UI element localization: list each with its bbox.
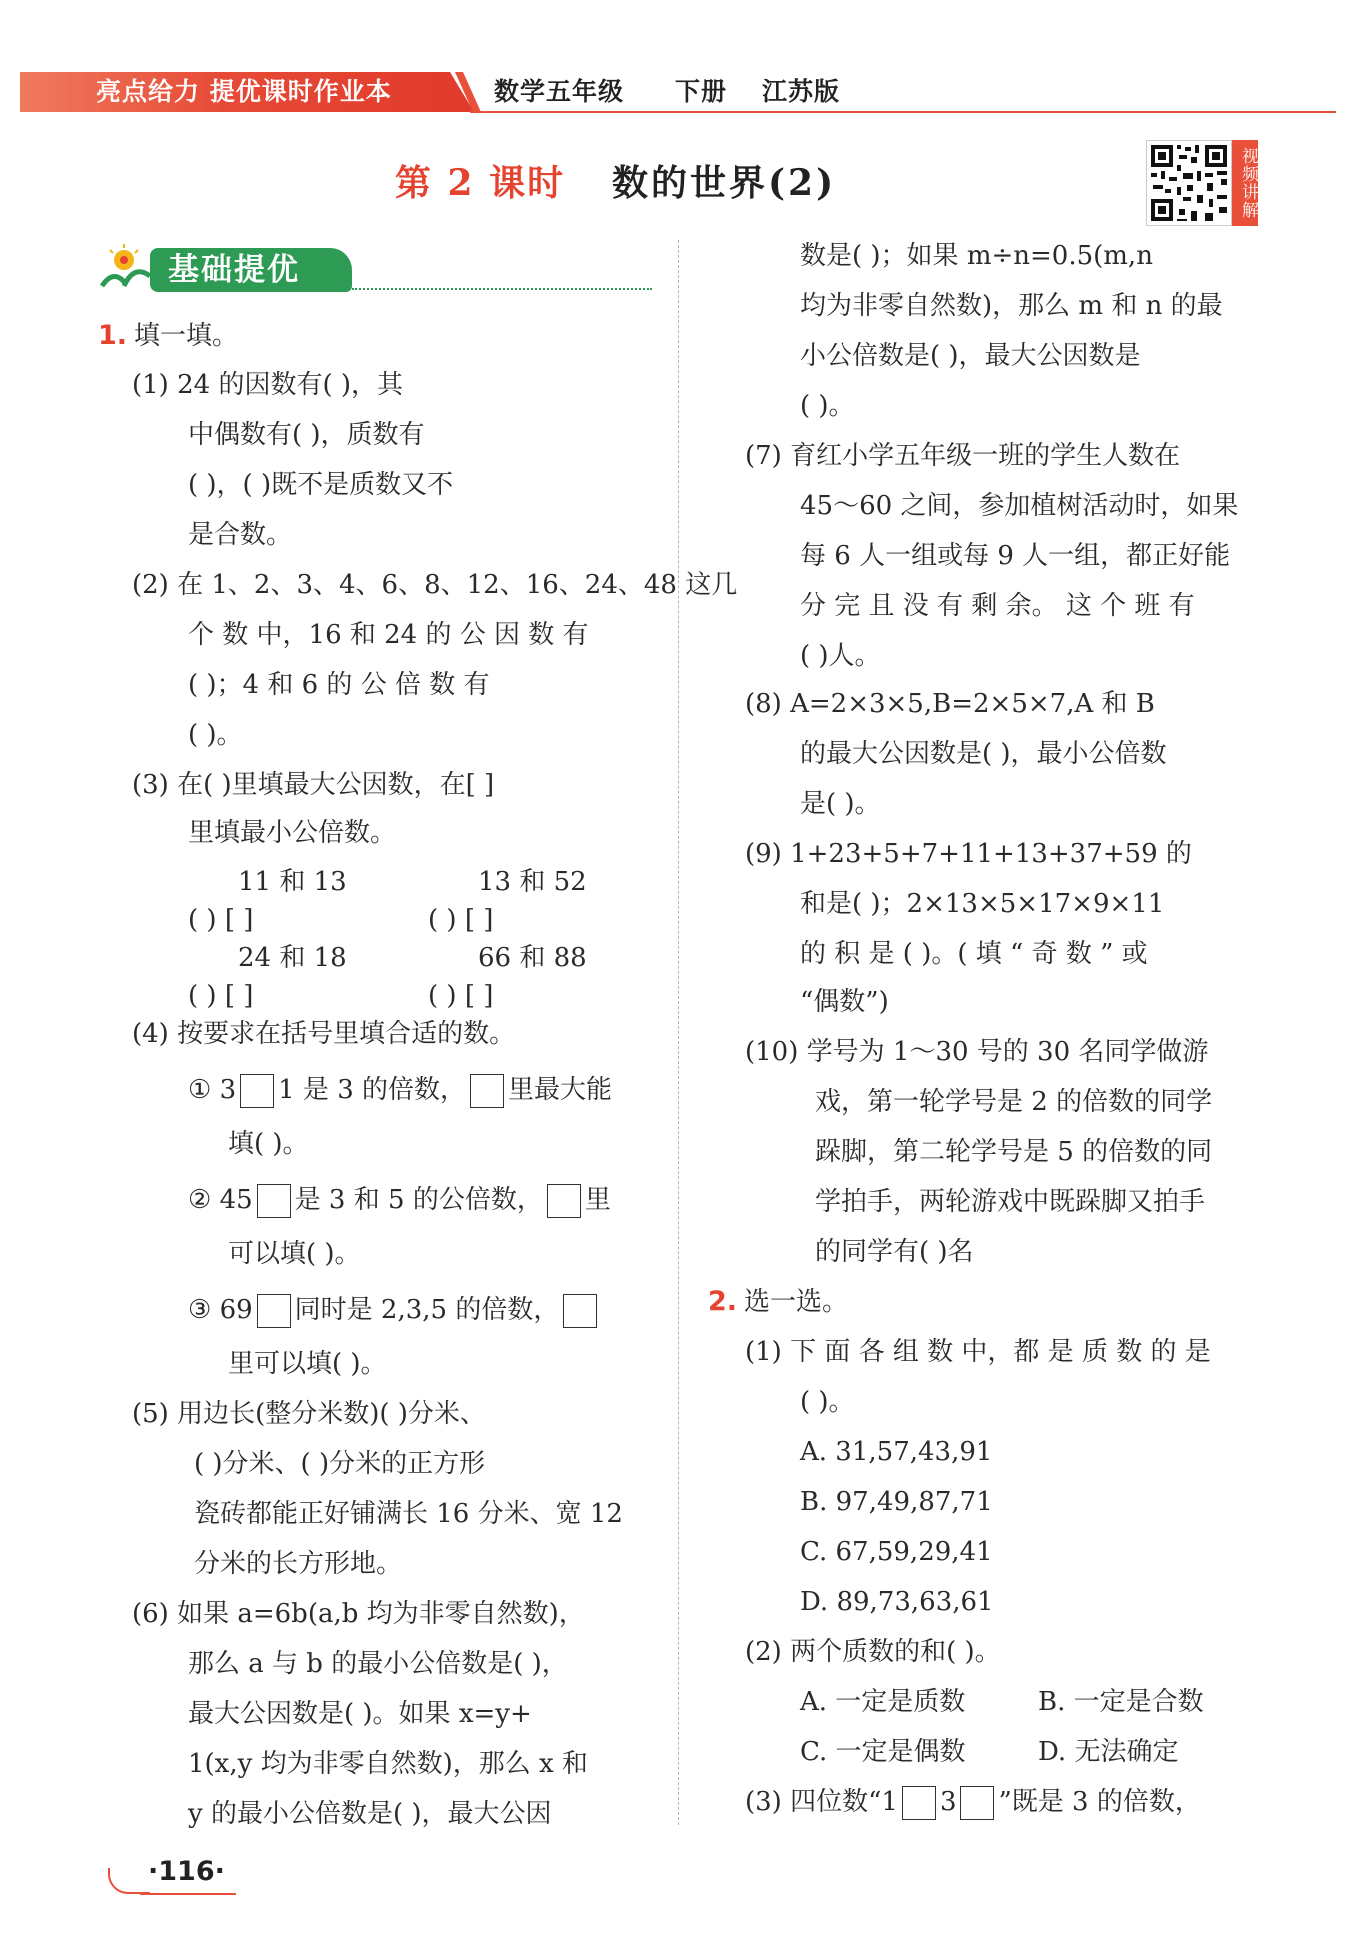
q1-10-line-1: (10) 学号为 1～30 号的 30 名同学做游 [745,1037,1209,1067]
q1-4-2-prefix: ② 45 [188,1185,253,1215]
q1-4-title: (4) 按要求在括号里填合适的数。 [132,1019,516,1049]
q1-5-line-2: ( )分米、( )分米的正方形 [194,1449,486,1479]
q2-1-line-1: (1) 下 面 各 组 数 中，都 是 质 数 的 是 [745,1337,1211,1367]
q1-5-line-4: 分米的长方形地。 [194,1549,403,1579]
volume-label: 下册 [675,77,728,106]
q1-6-line-4: 1(x,y 均为非零自然数)，那么 x 和 [188,1749,588,1779]
q1-2-line-4: ( )。 [188,720,243,750]
q1-4-1-line-1 [188,1072,612,1108]
q2-1-option-a[interactable]: A. 31,57,43,91 [800,1437,993,1467]
q2-3-line-1 [745,1784,1201,1820]
q1-2-line-3: ( )；4 和 6 的 公 倍 数 有 [188,670,490,700]
q1-3-line-2: 里填最小公倍数。 [188,818,397,848]
q1-9-line-4: “偶数”) [800,987,889,1017]
series-title: 亮点给力 提优课时作业本 [96,77,392,106]
q1-7-line-2: 45～60 之间，参加植树活动时，如果 [800,491,1239,521]
question-1-title: 填一填。 [134,321,239,351]
pair-66-88-answers: ( ) [ ] [428,981,494,1011]
q1-1-line-4: 是合数。 [188,520,293,550]
q1-6-line-7: 均为非零自然数)，那么 m 和 n 的最 [800,291,1223,321]
q1-8-line-3: 是( )。 [800,789,881,819]
q1-4-1-end: 里最大能 [508,1075,613,1105]
q1-4-2-mid: 是 3 和 5 的公倍数， [294,1185,543,1215]
q1-4-2-line-2: 可以填( )。 [228,1239,361,1269]
q1-5-line-1: (5) 用边长(整分米数)( )分米、 [132,1399,486,1429]
q2-3-prefix: (3) 四位数“1 [745,1787,898,1817]
q1-8-line-1: (8) A=2×3×5,B=2×5×7,A 和 B [745,689,1155,719]
pair-66-88: 66 和 88 [478,943,587,973]
pair-13-52: 13 和 52 [478,867,587,897]
q1-6-line-5: y 的最小公倍数是( )，最大公因 [188,1799,552,1829]
digit-box[interactable] [257,1294,291,1328]
q2-2-option-c[interactable]: C. 一定是偶数 [800,1737,966,1767]
q1-4-1-mid: 1 是 3 的倍数， [278,1075,467,1105]
q1-6-line-1: (6) 如果 a=6b(a,b 均为非零自然数)， [132,1599,585,1629]
pair-11-13: 11 和 13 [238,867,347,897]
digit-box[interactable] [257,1184,291,1218]
digit-box[interactable] [240,1074,274,1108]
q2-2-line-1: (2) 两个质数的和( )。 [745,1637,1001,1667]
pair-24-18: 24 和 18 [238,943,347,973]
q2-1-option-c[interactable]: C. 67,59,29,41 [800,1537,993,1567]
q1-1-line-3: ( )，( )既不是质数又不 [188,470,454,500]
q1-4-3-line-1 [188,1292,601,1328]
q1-6-line-8: 小公倍数是( )，最大公因数是 [800,341,1141,371]
q1-4-3-line-2: 里可以填( )。 [228,1349,387,1379]
q2-1-option-b[interactable]: B. 97,49,87,71 [800,1487,993,1517]
q1-10-line-4: 学拍手，两轮游戏中既跺脚又拍手 [815,1187,1206,1217]
q1-1-line-2: 中偶数有( )，质数有 [188,420,425,450]
q1-2-line-1: (2) 在 1、2、3、4、6、8、12、16、24、48 这几 [132,570,738,600]
digit-box[interactable] [902,1786,936,1820]
q1-7-line-4: 分 完 且 没 有 剩 余。 这 个 班 有 [800,591,1195,621]
q1-7-line-3: 每 6 人一组或每 9 人一组，都正好能 [800,541,1231,571]
q1-8-line-2: 的最大公因数是( )，最小公倍数 [800,739,1167,769]
q1-7-line-5: ( )人。 [800,641,881,671]
q1-4-1-line-2: 填( )。 [228,1129,309,1159]
column-divider [678,240,679,1825]
q2-2-option-a[interactable]: A. 一定是质数 [800,1687,966,1717]
q1-10-line-3: 跺脚，第二轮学号是 5 的倍数的同 [815,1137,1213,1167]
q1-2-line-2: 个 数 中，16 和 24 的 公 因 数 有 [188,620,589,650]
page-number: ·116· [148,1856,225,1887]
question-2-title: 选一选。 [744,1287,849,1317]
lesson-number: 第 2 课时 [395,162,566,204]
q2-1-option-d[interactable]: D. 89,73,63,61 [800,1587,994,1617]
edition-label: 江苏版 [762,77,841,106]
question-1-number: 1. [98,320,128,351]
q1-1-line-1: (1) 24 的因数有( )，其 [132,370,403,400]
q2-3-end: ”既是 3 的倍数， [998,1787,1201,1817]
q1-6-line-6: 数是( )；如果 m÷n=0.5(m,n [800,241,1153,271]
q1-4-3-mid: 同时是 2,3,5 的倍数， [294,1295,560,1325]
q2-2-option-d[interactable]: D. 无法确定 [1038,1737,1179,1767]
page-number-ornament [108,1868,150,1894]
q2-2-option-b[interactable]: B. 一定是合数 [1038,1687,1204,1717]
q1-9-line-3: 的 积 是 ( )。( 填 “ 奇 数 ” 或 [800,939,1148,969]
pair-13-52-answers: ( ) [ ] [428,905,494,935]
digit-box[interactable] [470,1074,504,1108]
section-title: 基础提优 [168,252,300,288]
section-dotted-rule [352,288,652,290]
q1-6-line-3: 最大公因数是( )。如果 x=y+ [188,1699,532,1729]
q1-9-line-1: (9) 1+23+5+7+11+13+37+59 的 [745,839,1192,869]
q1-6-line-9: ( )。 [800,391,855,421]
q1-4-3-prefix: ③ 69 [188,1295,253,1325]
question-2-number: 2. [708,1286,738,1317]
q1-7-line-1: (7) 育红小学五年级一班的学生人数在 [745,441,1181,471]
q1-3-line-1: (3) 在( )里填最大公因数，在[ ] [132,770,495,800]
q1-10-line-5: 的同学有( )名 [815,1237,974,1267]
lesson-title: 数的世界(2) [612,162,837,204]
q1-9-line-2: 和是( )；2×13×5×17×9×11 [800,889,1165,919]
q1-6-line-2: 那么 a 与 b 的最小公倍数是( )， [188,1649,568,1679]
subject-label: 数学五年级 [494,77,625,106]
pair-11-13-answers: ( ) [ ] [188,905,254,935]
digit-box[interactable] [960,1786,994,1820]
q2-3-mid: 3 [939,1787,957,1817]
header-rule [470,111,1336,113]
q1-5-line-3: 瓷砖都能正好铺满长 16 分米、宽 12 [194,1499,623,1529]
q2-1-line-2: ( )。 [800,1387,855,1417]
page-number-underline [140,1893,236,1895]
qr-code-icon[interactable] [1146,140,1232,226]
video-explain-tag: 视频讲解 [1232,140,1258,226]
q1-4-2-end: 里 [584,1185,611,1215]
digit-box[interactable] [563,1294,597,1328]
q1-4-1-prefix: ① 3 [188,1075,237,1105]
q1-4-2-line-1 [188,1182,611,1218]
sprout-icon [96,242,152,298]
pair-24-18-answers: ( ) [ ] [188,981,254,1011]
q1-10-line-2: 戏，第一轮学号是 2 的倍数的同学 [815,1087,1213,1117]
digit-box[interactable] [547,1184,581,1218]
